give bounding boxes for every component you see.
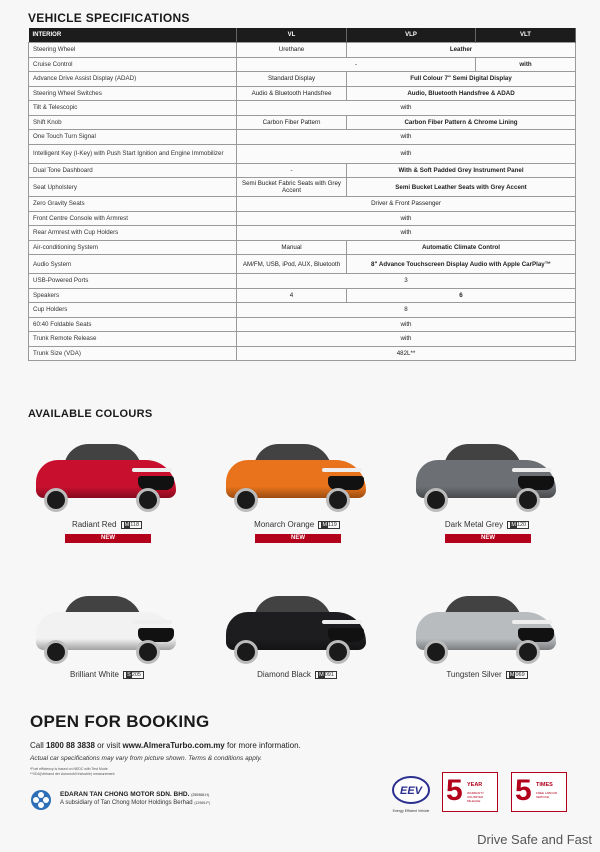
company-reg: (250968-H) xyxy=(191,793,209,797)
spec-feature: One Touch Turn Signal xyxy=(29,130,237,145)
service-times: 5 xyxy=(515,774,532,807)
spec-row xyxy=(29,240,576,255)
spec-feature: Shift Knob xyxy=(29,115,237,130)
car-image xyxy=(412,590,562,665)
spec-feature: Front Centre Console with Armrest xyxy=(29,211,237,226)
car-colour-label xyxy=(217,670,377,679)
spec-value-vlp-vlt: Automatic Climate Control xyxy=(347,240,576,255)
colour-code-prefix: M xyxy=(322,521,328,528)
colour-name: Dark Metal Grey xyxy=(444,520,504,529)
colour-code-prefix: M xyxy=(124,521,130,528)
spec-value-vlp-vlt: Semi Bucket Leather Seats with Grey Accent xyxy=(347,178,576,197)
colour-code-prefix: M xyxy=(509,671,515,678)
colour-code-prefix: M xyxy=(511,521,516,528)
subsidiary-text: A subsidiary of Tan Chong Motor Holdings Berhad xyxy=(60,800,193,806)
spec-row xyxy=(29,332,576,347)
spec-row xyxy=(29,144,576,163)
spec-value-vlp-vlt: Carbon Fiber Pattern & Chrome Lining xyxy=(347,115,576,130)
spec-value-vl: Manual xyxy=(237,240,347,255)
car-colour-label xyxy=(27,520,187,529)
front-wheel-icon xyxy=(234,640,258,664)
header-vl: VL xyxy=(237,28,347,43)
warranty-badge xyxy=(442,772,498,812)
spec-title: VEHICLE SPECIFICATIONS xyxy=(28,11,190,25)
spec-value-vl: Carbon Fiber Pattern xyxy=(237,115,347,130)
spec-row xyxy=(29,197,576,212)
call-mid: or visit xyxy=(94,741,123,750)
fine-print-1: *Fuel efficiency is based on NEDC with Test Mode xyxy=(30,767,108,771)
rear-wheel-icon xyxy=(326,488,350,512)
spec-header-row xyxy=(29,28,576,43)
front-wheel-icon xyxy=(424,640,448,664)
spec-value-vl: 4 xyxy=(237,288,347,303)
colour-code xyxy=(318,521,339,529)
new-badge: NEW xyxy=(445,534,531,543)
spec-value-vlp-vlt: Full Colour 7" Semi Digital Display xyxy=(347,72,576,87)
colour-name: Brilliant White xyxy=(70,670,119,679)
spec-value-all: with xyxy=(237,101,576,116)
spec-row xyxy=(29,72,576,87)
etcm-logo-icon xyxy=(30,789,52,811)
car-image xyxy=(412,438,562,513)
eev-emblem-icon xyxy=(390,776,432,804)
spec-value-all: with xyxy=(237,211,576,226)
car-colour-label xyxy=(407,670,567,679)
rear-wheel-icon xyxy=(136,488,160,512)
spec-row xyxy=(29,274,576,289)
spec-value-vlp-vlt: Leather xyxy=(347,43,576,58)
spec-value-vl: AM/FM, USB, iPod, AUX, Bluetooth xyxy=(237,255,347,274)
header-interior: INTERIOR xyxy=(29,28,237,43)
call-prefix: Call xyxy=(30,741,47,750)
service-sub: FREE LABOUR SERVICE xyxy=(536,791,558,799)
spec-value-all: 482L** xyxy=(237,346,576,361)
spec-feature: Zero Gravity Seats xyxy=(29,197,237,212)
spec-feature: Seat Upholstery xyxy=(29,178,237,197)
spec-value-all: 3 xyxy=(237,274,576,289)
rear-wheel-icon xyxy=(136,640,160,664)
spec-feature: Audio System xyxy=(29,255,237,274)
warranty-label: YEAR xyxy=(467,782,483,788)
spec-value-vlp-vlt: Audio, Bluetooth Handsfree & ADAD xyxy=(347,86,576,101)
spec-row xyxy=(29,303,576,318)
front-wheel-icon xyxy=(44,640,68,664)
spec-row xyxy=(29,288,576,303)
spec-value-vl-vlp: - xyxy=(237,57,476,72)
spec-row xyxy=(29,101,576,116)
spec-row xyxy=(29,255,576,274)
colour-code-number: 118 xyxy=(130,521,140,528)
spec-value-all: with xyxy=(237,130,576,145)
rear-wheel-icon xyxy=(516,640,540,664)
colour-code-prefix: M xyxy=(319,671,324,678)
rear-wheel-icon xyxy=(516,488,540,512)
spec-row xyxy=(29,163,576,178)
car-image xyxy=(222,590,372,665)
colours-title: AVAILABLE COLOURS xyxy=(28,408,153,420)
service-badge xyxy=(511,772,567,812)
header-vlp: VLP xyxy=(347,28,476,43)
headlight xyxy=(322,620,362,624)
spec-row xyxy=(29,57,576,72)
spec-row xyxy=(29,86,576,101)
colour-name: Radiant Red xyxy=(71,520,117,529)
car-colour-label xyxy=(27,670,187,679)
spec-feature: USB-Powered Ports xyxy=(29,274,237,289)
colour-name: Diamond Black xyxy=(257,670,311,679)
call-suffix: for more information. xyxy=(224,741,301,750)
company-name-text: EDARAN TAN CHONG MOTOR SDN. BHD. xyxy=(60,791,190,798)
eev-text: EEV xyxy=(399,785,423,797)
spec-feature: Intelligent Key (I-Key) with Push Start Ignition and Engine Immobilizer xyxy=(29,144,237,163)
headlight xyxy=(132,620,172,624)
colour-code xyxy=(123,671,144,679)
spec-feature: Trunk Size (VDA) xyxy=(29,346,237,361)
spec-row xyxy=(29,211,576,226)
disclaimer: Actual car specifications may vary from picture shown. Terms & conditions apply. xyxy=(30,755,262,762)
car-colour-label xyxy=(217,520,377,529)
headlight xyxy=(512,468,552,472)
spec-value-all: with xyxy=(237,226,576,241)
spec-value-all: 8 xyxy=(237,303,576,318)
fine-print-2: **VDA(Verband der Automobil Industrie) measurement xyxy=(30,772,115,776)
colour-code xyxy=(315,671,337,679)
front-wheel-icon xyxy=(234,488,258,512)
spec-feature: Air-conditioning System xyxy=(29,240,237,255)
warranty-years: 5 xyxy=(446,774,463,807)
colour-code-prefix: S xyxy=(127,671,131,678)
colour-name: Tungsten Silver xyxy=(446,670,502,679)
website-link[interactable]: www.AlmeraTurbo.com.my xyxy=(122,741,225,750)
colour-code xyxy=(507,521,529,529)
spec-value-vlp-vlt: 6 xyxy=(347,288,576,303)
spec-row xyxy=(29,346,576,361)
car-image xyxy=(32,438,182,513)
spec-value-vl: Semi Bucket Fabric Seats with Grey Accent xyxy=(237,178,347,197)
header-vlt: VLT xyxy=(476,28,576,43)
phone-number[interactable]: 1800 88 3838 xyxy=(46,741,95,750)
spec-feature: Speakers xyxy=(29,288,237,303)
car-image xyxy=(222,438,372,513)
booking-title: OPEN FOR BOOKING xyxy=(30,712,210,731)
spec-feature: Dual Tone Dashboard xyxy=(29,163,237,178)
new-badge: NEW xyxy=(255,534,341,543)
spec-value-all: with xyxy=(237,317,576,332)
spec-value-vl: - xyxy=(237,163,347,178)
spec-table xyxy=(28,28,576,361)
spec-value-all: Driver & Front Passenger xyxy=(237,197,576,212)
contact-line xyxy=(30,741,301,750)
front-wheel-icon xyxy=(44,488,68,512)
spec-row xyxy=(29,178,576,197)
headlight xyxy=(512,620,552,624)
subsidiary-line xyxy=(60,800,210,806)
new-badge: NEW xyxy=(65,534,151,543)
colour-name: Monarch Orange xyxy=(254,520,315,529)
front-wheel-icon xyxy=(424,488,448,512)
colour-code xyxy=(506,671,528,679)
spec-feature: Cup Holders xyxy=(29,303,237,318)
colour-code-number: 205 xyxy=(131,671,141,678)
car-colour-label xyxy=(407,520,567,529)
spec-row xyxy=(29,43,576,58)
colour-code xyxy=(121,521,142,529)
watermark: Drive Safe and Fast xyxy=(477,832,592,847)
colour-code-number: 091 xyxy=(324,671,334,678)
rear-wheel-icon xyxy=(326,640,350,664)
spec-value-vl: Standard Display xyxy=(237,72,347,87)
colour-code-number: 069 xyxy=(515,671,525,678)
eev-subtitle: Energy Efficient Vehicle xyxy=(392,809,430,813)
company-name xyxy=(60,791,209,798)
spec-value-vlt: with xyxy=(476,57,576,72)
spec-value-vlp-vlt: 8" Advance Touchscreen Display Audio with Apple CarPlay™ xyxy=(347,255,576,274)
spec-value-vl: Urethane xyxy=(237,43,347,58)
spec-feature: Steering Wheel Switches xyxy=(29,86,237,101)
spec-row xyxy=(29,317,576,332)
spec-value-vl: Audio & Bluetooth Handsfree xyxy=(237,86,347,101)
headlight xyxy=(322,468,362,472)
spec-row xyxy=(29,226,576,241)
headlight xyxy=(132,468,172,472)
spec-row xyxy=(29,115,576,130)
colour-code-number: 119 xyxy=(328,521,337,528)
spec-value-all: with xyxy=(237,144,576,163)
spec-feature: Rear Armrest with Cup Holders xyxy=(29,226,237,241)
spec-feature: Steering Wheel xyxy=(29,43,237,58)
spec-value-vlp-vlt: With & Soft Padded Grey Instrument Panel xyxy=(347,163,576,178)
service-label: TIMES xyxy=(536,782,553,788)
warranty-sub: WARRANTY UNLIMITED MILEAGE xyxy=(467,791,485,803)
spec-row xyxy=(29,130,576,145)
subsidiary-reg: (12969-P) xyxy=(194,801,210,805)
spec-feature: Tilt & Telescopic xyxy=(29,101,237,116)
eev-logo xyxy=(390,776,432,816)
spec-feature: Trunk Remote Release xyxy=(29,332,237,347)
spec-feature: Advance Drive Assist Display (ADAD) xyxy=(29,72,237,87)
colour-code-number: 120 xyxy=(516,521,527,528)
spec-value-all: with xyxy=(237,332,576,347)
spec-feature: Cruise Control xyxy=(29,57,237,72)
spec-feature: 60:40 Foldable Seats xyxy=(29,317,237,332)
car-image xyxy=(32,590,182,665)
